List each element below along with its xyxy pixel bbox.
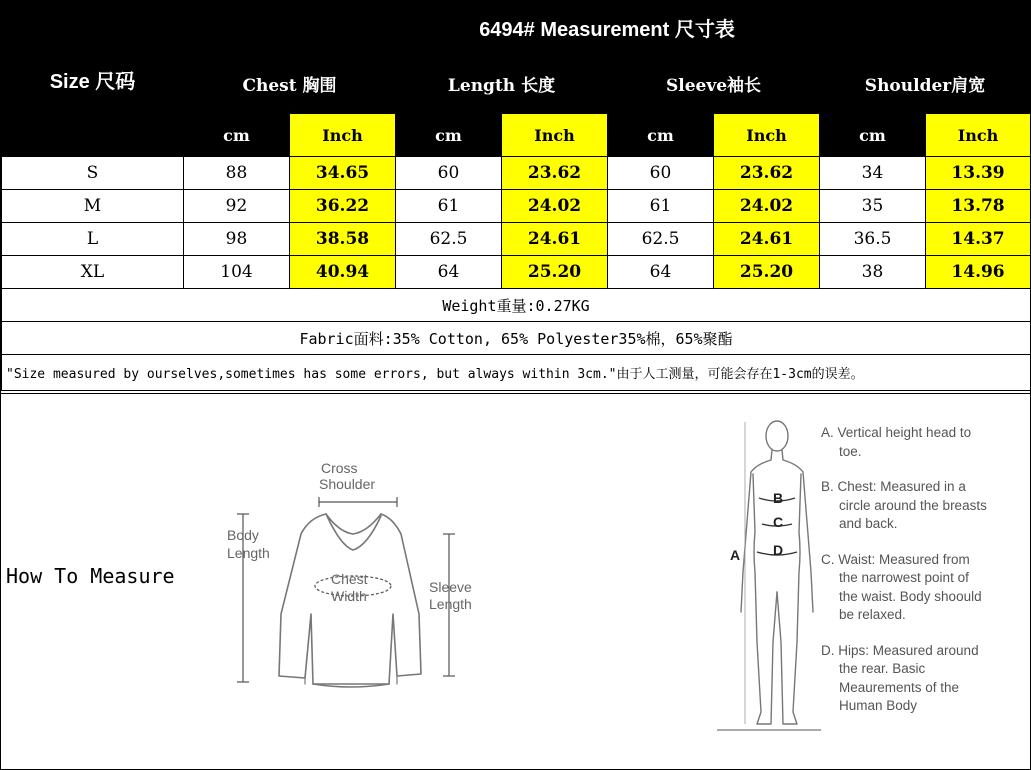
- length-inch-cell: 23.62: [502, 157, 608, 190]
- shoulder-cm-cell: 34: [820, 157, 926, 190]
- chest-header: Chest 胸围: [184, 54, 396, 114]
- fabric-row: Fabric面料:35% Cotton, 65% Polyester35%棉，65%聚酯: [2, 322, 1031, 355]
- mark-b: B: [773, 490, 784, 506]
- unit-cm: cm: [820, 114, 926, 157]
- unit-inch: Inch: [714, 114, 820, 157]
- shoulder-cm-cell: 38: [820, 256, 926, 289]
- shoulder-inch-cell: 14.96: [926, 256, 1031, 289]
- length-header: Length 长度: [396, 54, 608, 114]
- unit-inch: Inch: [502, 114, 608, 157]
- length-cm-cell: 64: [396, 256, 502, 289]
- mark-d: D: [773, 542, 784, 558]
- size-cell: S: [2, 157, 184, 190]
- body-measure-notes: [821, 424, 991, 733]
- body-label: Body: [227, 527, 259, 543]
- how-to-measure-section: [1, 393, 1030, 770]
- shoulder-inch-cell: 14.37: [926, 223, 1031, 256]
- chest-label: Chest: [331, 571, 368, 587]
- unit-cm: cm: [608, 114, 714, 157]
- shoulder-inch-cell: 13.78: [926, 190, 1031, 223]
- shoulder-cm-cell: 35: [820, 190, 926, 223]
- chest-inch-cell: 36.22: [290, 190, 396, 223]
- weight-row: Weight重量:0.27KG: [2, 289, 1031, 322]
- chest-width-label: Width: [331, 588, 367, 604]
- cross-label: Cross: [321, 460, 358, 476]
- measurement-note: "Size measured by ourselves,sometimes has some errors, but always within 3cm."由于人工测量，可能会存在1-3cm的误差。: [2, 355, 1031, 391]
- shirt-measure-diagram: [221, 454, 491, 694]
- sleeve-label: Sleeve: [429, 579, 472, 595]
- sleeve-inch-cell: 24.02: [714, 190, 820, 223]
- shoulder-inch-cell: 13.39: [926, 157, 1031, 190]
- unit-cm: cm: [184, 114, 290, 157]
- table-row: [2, 190, 1031, 223]
- note-chest: B. Chest: Measured in a circle around the breasts and back.: [821, 479, 987, 531]
- size-table: [1, 1, 1031, 391]
- how-to-measure-label: How To Measure: [6, 564, 175, 588]
- mark-c: C: [773, 514, 784, 530]
- length-cm-cell: 61: [396, 190, 502, 223]
- size-cell: XL: [2, 256, 184, 289]
- chest-inch-cell: 40.94: [290, 256, 396, 289]
- body-length-label: Length: [227, 545, 270, 561]
- chest-cm-cell: 104: [184, 256, 290, 289]
- length-inch-cell: 24.02: [502, 190, 608, 223]
- length-cm-cell: 60: [396, 157, 502, 190]
- sleeve-header: Sleeve袖长: [608, 54, 820, 114]
- sleeve-cm-cell: 62.5: [608, 223, 714, 256]
- chest-inch-cell: 38.58: [290, 223, 396, 256]
- unit-inch: Inch: [290, 114, 396, 157]
- length-inch-cell: 25.20: [502, 256, 608, 289]
- table-row: [2, 223, 1031, 256]
- sleeve-cm-cell: 61: [608, 190, 714, 223]
- size-cell: M: [2, 190, 184, 223]
- chest-inch-cell: 34.65: [290, 157, 396, 190]
- size-cell: L: [2, 223, 184, 256]
- mark-a: A: [730, 547, 741, 563]
- length-inch-cell: 24.61: [502, 223, 608, 256]
- sleeve-inch-cell: 23.62: [714, 157, 820, 190]
- sleeve-cm-cell: 60: [608, 157, 714, 190]
- table-row: [2, 256, 1031, 289]
- unit-inch: Inch: [926, 114, 1031, 157]
- table-row: [2, 157, 1031, 190]
- size-header: Size 尺码: [2, 2, 184, 157]
- length-cm-cell: 62.5: [396, 223, 502, 256]
- shoulder-label: Shoulder: [319, 476, 376, 492]
- sleeve-length-label: Length: [429, 596, 472, 612]
- table-title: 6494# Measurement 尺寸表: [184, 2, 1031, 54]
- chest-cm-cell: 92: [184, 190, 290, 223]
- note-waist: C. Waist: Measured from the narrowest point of the waist. Body shoould be relaxed.: [821, 551, 982, 622]
- sleeve-cm-cell: 64: [608, 256, 714, 289]
- head-icon: [766, 421, 788, 451]
- chest-cm-cell: 88: [184, 157, 290, 190]
- sleeve-inch-cell: 25.20: [714, 256, 820, 289]
- note-hips: D. Hips: Measured around the rear. Basic Meaurements of the Human Body: [821, 642, 979, 713]
- body-measure-diagram: [717, 412, 821, 742]
- sleeve-inch-cell: 24.61: [714, 223, 820, 256]
- note-height: A. Vertical height head to toe.: [821, 425, 972, 459]
- shoulder-cm-cell: 36.5: [820, 223, 926, 256]
- shoulder-header: Shoulder肩宽: [820, 54, 1031, 114]
- unit-cm: cm: [396, 114, 502, 157]
- chest-cm-cell: 98: [184, 223, 290, 256]
